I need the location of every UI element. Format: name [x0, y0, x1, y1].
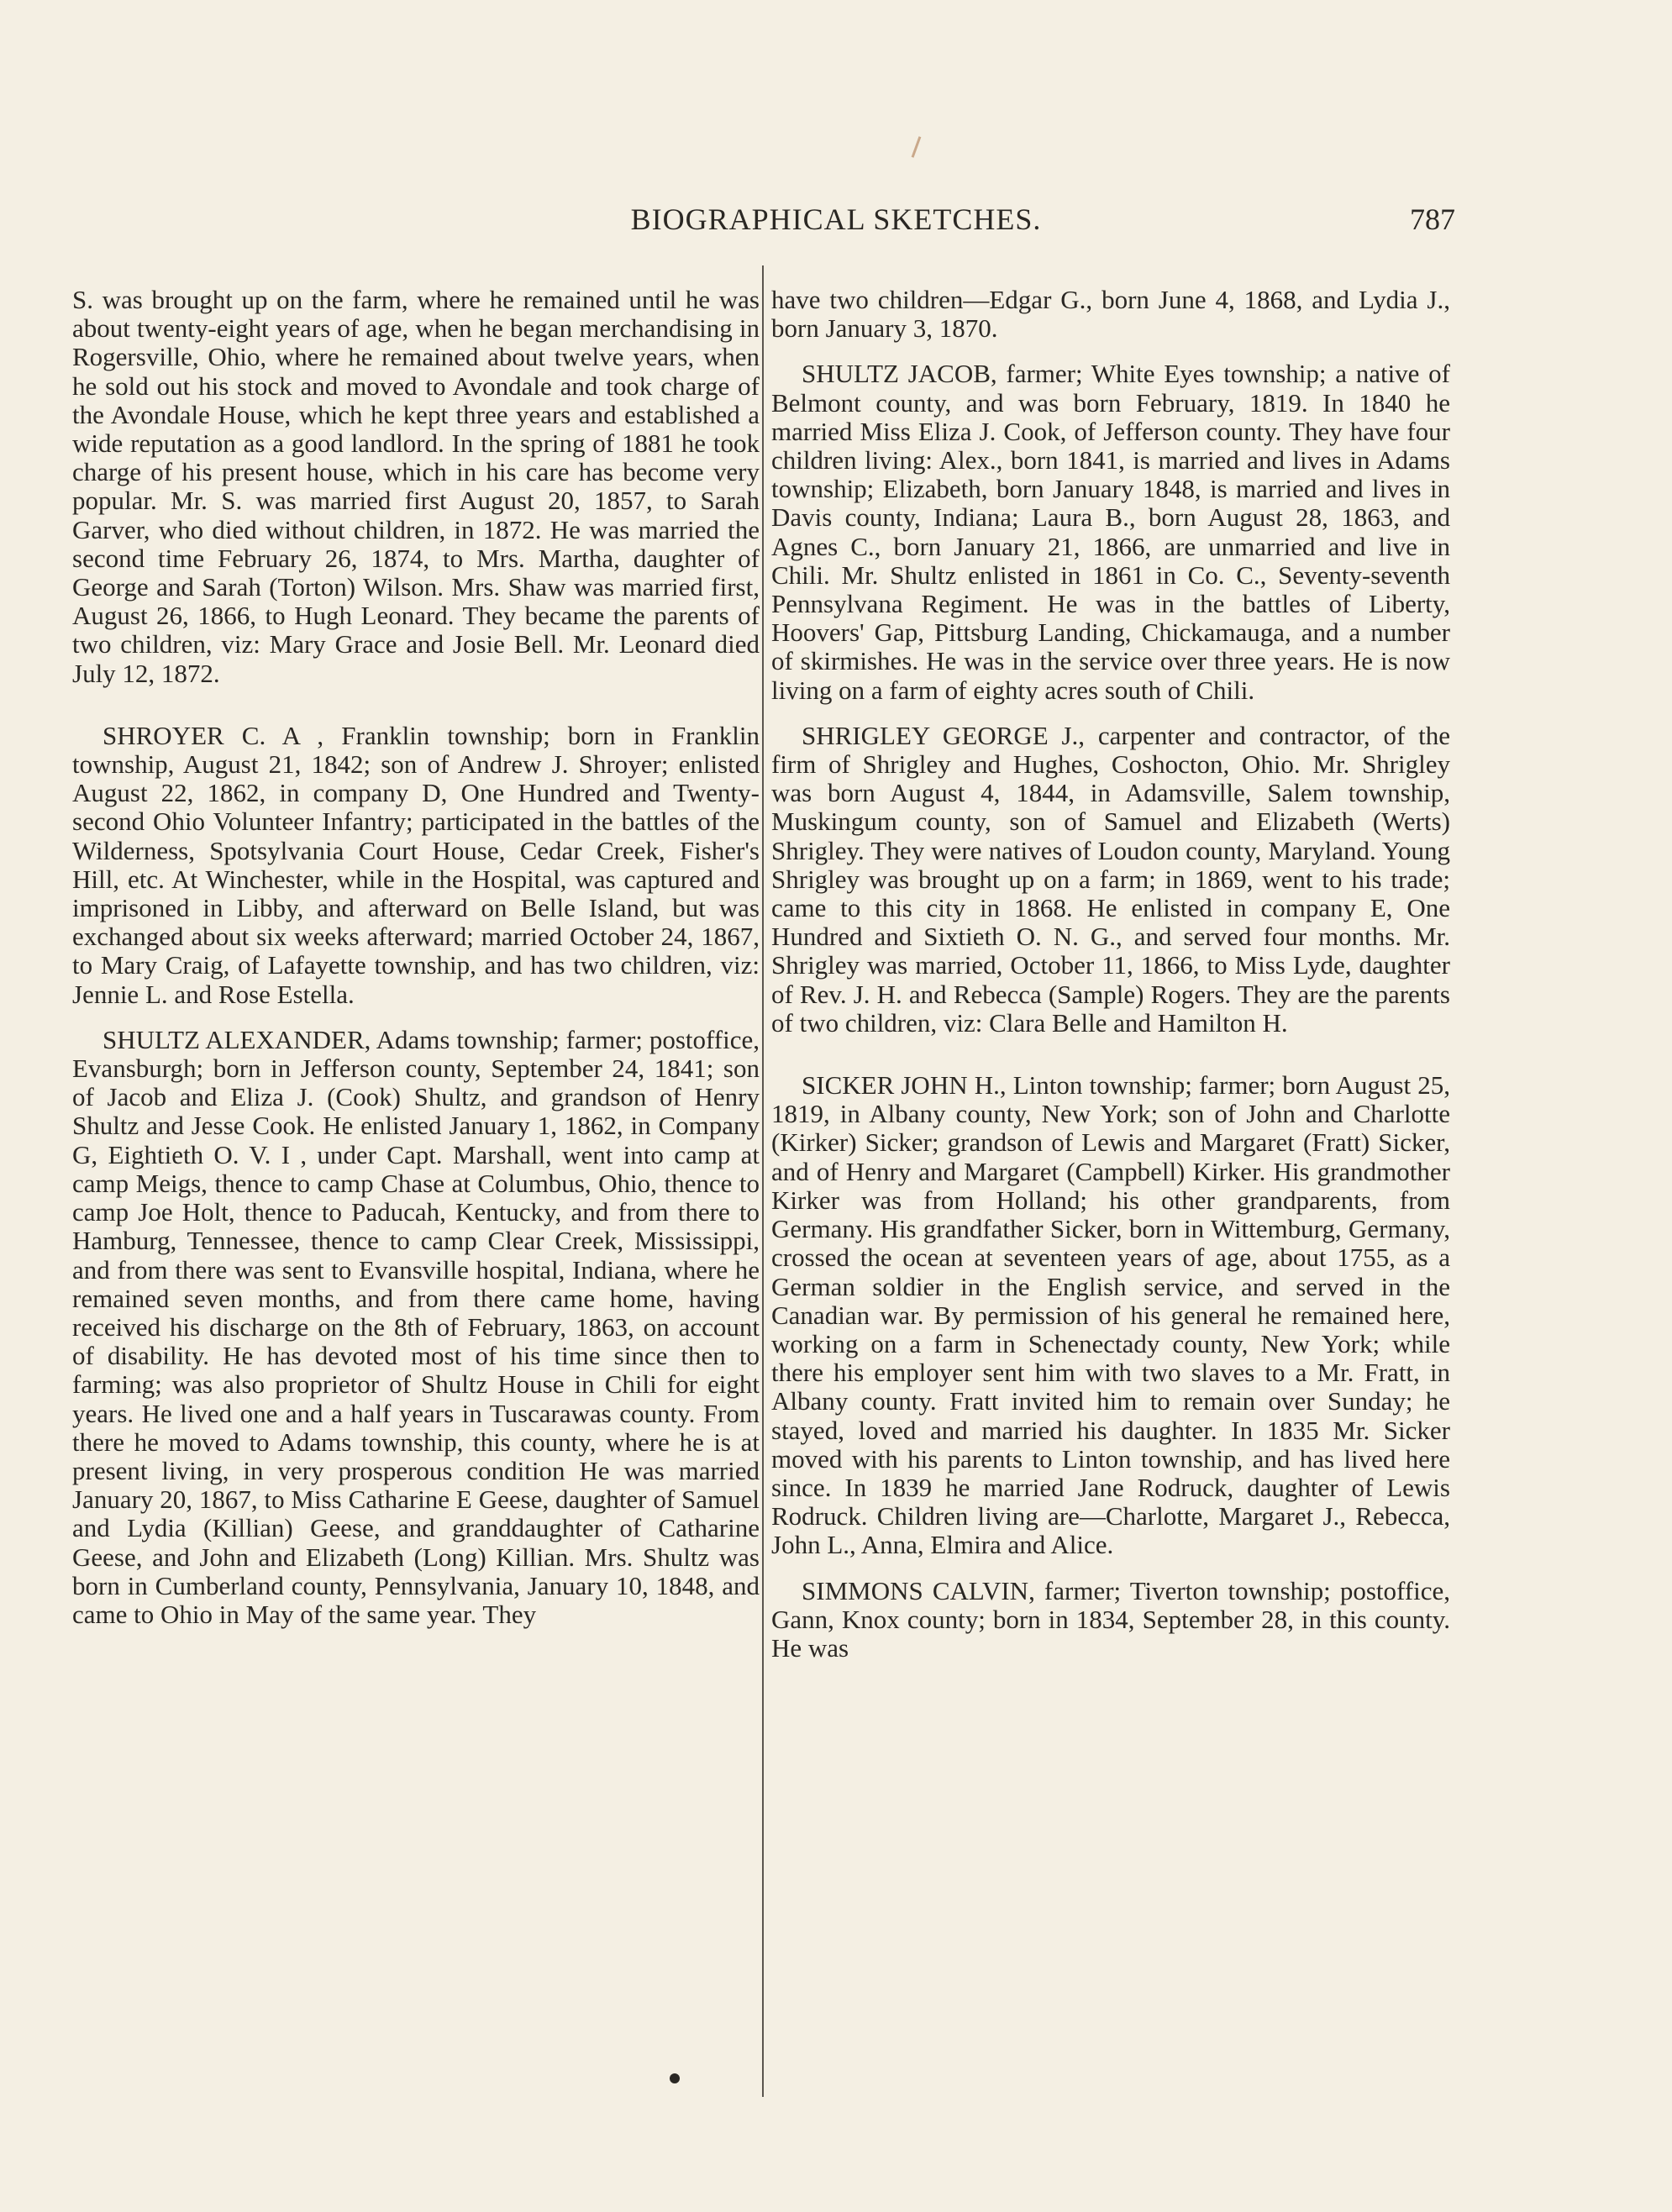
paragraph-shaw-continued: S. was brought up on the farm, where he remained until he was about twenty-eight years of age, when he began merchandising in Rogersville, Ohio, where he remained about twelve years, when he sold out his stock and moved to Avondale and took charge of the Avondale House, which he kept three years and established a wide reputation as a good landlord. In the spring of 1881 he took charge of his present house, which in his care has become very popular. Mr. S. was married first August 20, 1857, to Sarah Garver, who died without children, in 1872. He was married the second time February 26, 1874, to Mrs. Martha, daughter of George and Sarah (Torton) Wilson. Mrs. Shaw was married first, August 26, 1866, to Hugh Leonard. They became the parents of two children, viz: Mary Grace and Josie Bell. Mr. Leonard died July 12, 1872. — [72, 285, 760, 688]
page-number: 787 — [1410, 202, 1455, 236]
stray-ink-mark — [912, 136, 922, 157]
entry-shrigley: SHRIGLEY GEORGE J., carpenter and contractor, of the firm of Shrigley and Hughes, Coshocton, Ohio. Mr. Shrigley was born August 4, 1844, in Adamsville, Salem township, Muskingum county, son of Samuel and Elizabeth (Werts) Shrigley. They were natives of Loudon county, Maryland. Young Shrigley was brought up on a farm; in 1869, went to his trade; came to this city in 1868. He enlisted in company E, One Hundred and Sixtieth O. N. G., and served four months. Mr. Shrigley was married, October 11, 1866, to Miss Lyde, daughter of Rev. J. H. and Rebecca (Sample) Rogers. They are the parents of two children, viz: Clara Belle and Hamilton H. — [771, 720, 1450, 1038]
column-divider — [762, 265, 764, 2097]
running-header-title: BIOGRAPHICAL SKETCHES. — [630, 202, 1042, 236]
paragraph-shultz-continued: have two children—Edgar G., born June 4, 1868, and Lydia J., born January 3, 1870. — [771, 285, 1450, 344]
right-column — [771, 286, 1450, 1679]
entry-simmons: SIMMONS CALVIN, farmer; Tiverton township; postoffice, Gann, Knox county; born in 1834, September 28, in this county. He was — [771, 1575, 1450, 1663]
left-column — [72, 286, 760, 1646]
entry-shultz-jacob: SHULTZ JACOB, farmer; White Eyes township; a native of Belmont county, and was born February, 1819. In 1840 he married Miss Eliza J. Cook, of Jefferson county. They have four children living: Alex., born 1841, is married and lives in Adams township; Elizabeth, born January 1848, is married and lives in Davis county, Indiana; Laura B., born August 28, 1863, and Agnes C., born January 21, 1866, are unmarried and live in Chili. Mr. Shultz enlisted in 1861 in Co. C., Seventy-seventh Pennsylvana Regiment. He was in the battles of Liberty, Hoovers' Gap, Pittsburg Landing, Chickamauga, and a number of skirmishes. He was in the service over three years. He is now living on a farm of eighty acres south of Chili. — [771, 359, 1450, 705]
entry-sicker: SICKER JOHN H., Linton township; farmer; born August 25, 1819, in Albany county, New York; son of John and Charlotte (Kirker) Sicker; grandson of Lewis and Margaret (Fratt) Sicker, and of Henry and Margaret (Campbell) Kirker. His grandmother Kirker was from Holland; his other grandparents, from Germany. His grandfather Sicker, born in Wittemburg, Germany, crossed the ocean at seventeen years of age, about 1755, as a German soldier in the English service, and served in the Canadian war. By permission of his general he remained here, working on a farm in Schenectady county, New York; while there his employer sent him with two slaves to a Mr. Fratt, in Albany county. Fratt invited him to remain over Sunday; he stayed, loved and married his daughter. In 1835 Mr. Sicker moved with his parents to Linton township, and has lived here since. In 1839 he married Jane Rodruck, daughter of Lewis Rodruck. Children living are—Charlotte, Margaret J., Rebecca, John L., Anna, Elmira and Alice. — [771, 1070, 1450, 1560]
ink-dot — [670, 2073, 680, 2083]
entry-shultz-alexander: SHULTZ ALEXANDER, Adams township; farmer; postoffice, Evansburgh; born in Jefferson county, September 24, 1841; son of Jacob and Eliza J. (Cook) Shultz, and grandson of Henry Shultz and Jesse Cook. He enlisted January 1, 1862, in Company G, Eightieth O. V. I , under Capt. Marshall, went into camp at camp Meigs, thence to camp Chase at Columbus, Ohio, thence to camp Joe Holt, thence to Paducah, Kentucky, and from there to Hamburg, Tennessee, thence to camp Clear Creek, Mississippi, and from there was sent to Evansville hospital, Indiana, where he remained seven months, and from there came home, having received his discharge on the 8th of February, 1863, on account of disability. He has devoted most of his time since then to farming; was also proprietor of Shultz House in Chili for eight years. He lived one and a half years in Tuscarawas county. From there he moved to Adams township, this county, where he is at present living, in very prosperous condition He was married January 20, 1867, to Miss Catharine E Geese, daughter of Samuel and Lydia (Killian) Geese, and granddaughter of Catharine Geese, and John and Elizabeth (Long) Killian. Mrs. Shultz was born in Cumberland county, Pennsylvania, January 10, 1848, and came to Ohio in May of the same year. They — [72, 1024, 760, 1629]
entry-shroyer: SHROYER C. A , Franklin township; born in Franklin township, August 21, 1842; son of Andrew J. Shroyer; enlisted August 22, 1862, in company D, One Hundred and Twenty-second Ohio Volunteer Infantry; participated in the battles of the Wilderness, Spotsylvania Court House, Cedar Creek, Fisher's Hill, etc. At Winchester, while in the Hospital, was captured and imprisoned in Libby, and afterward on Belle Island, but was exchanged about six weeks afterward; married October 24, 1867, to Mary Craig, of Lafayette township, and has two children, viz: Jennie L. and Rose Estella. — [72, 720, 760, 1009]
